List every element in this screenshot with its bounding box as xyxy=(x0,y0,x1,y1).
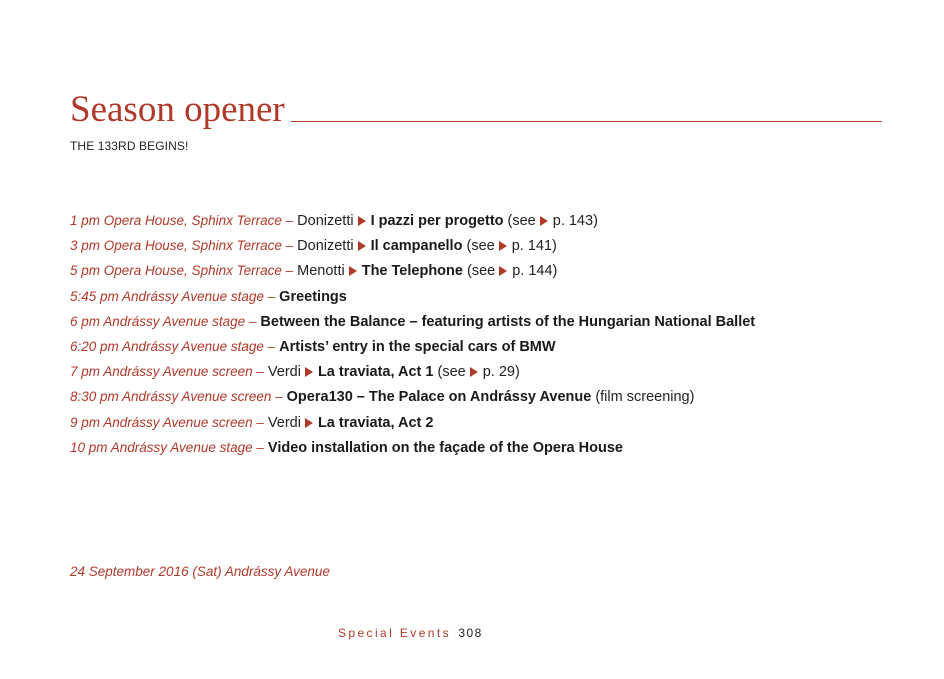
event-see-label: (see xyxy=(507,213,536,229)
event-item xyxy=(70,284,755,309)
page-number: 308 xyxy=(458,626,483,640)
triangle-right-icon xyxy=(499,266,507,276)
event-composer: Verdi xyxy=(267,364,301,381)
event-item xyxy=(70,233,755,258)
event-item xyxy=(70,410,755,435)
event-title: Video installation on the façade of the Opera House xyxy=(267,439,623,456)
triangle-right-icon xyxy=(540,216,548,226)
page-footer xyxy=(338,626,483,640)
event-item xyxy=(70,435,755,460)
event-extra-note: (film screening) xyxy=(595,389,695,406)
event-item xyxy=(70,334,755,359)
event-composer: Donizetti xyxy=(297,238,354,255)
event-composer: Donizetti xyxy=(297,213,354,229)
event-page-ref: p. 29) xyxy=(482,364,520,381)
event-composer: Verdi xyxy=(267,414,301,431)
event-time-location: 1 pm Opera House, Sphinx Terrace – xyxy=(70,213,294,228)
event-item xyxy=(70,384,755,409)
triangle-right-icon xyxy=(499,241,507,251)
event-title: La traviata, Act 1 xyxy=(317,364,434,381)
event-time-location: 9 pm Andrássy Avenue screen – xyxy=(70,414,264,430)
footer-section-name: Special Events xyxy=(338,626,451,640)
event-time-location: 7 pm Andrássy Avenue screen – xyxy=(70,364,264,380)
event-see-label: (see xyxy=(466,238,495,255)
event-title: Artists’ entry in the special cars of BMW xyxy=(279,338,556,355)
event-time-location: 8:30 pm Andrássy Avenue screen – xyxy=(70,389,283,405)
event-list xyxy=(70,208,755,460)
event-time-location: 3 pm Opera House, Sphinx Terrace – xyxy=(70,238,294,254)
event-item xyxy=(70,309,755,334)
event-page-ref: p. 144) xyxy=(512,263,558,280)
triangle-right-icon xyxy=(349,266,357,276)
event-item xyxy=(70,258,755,283)
event-time-location: 6:20 pm Andrássy Avenue stage – xyxy=(70,338,276,354)
event-page-ref: p. 143) xyxy=(552,213,598,229)
event-title: Il campanello xyxy=(370,238,463,255)
title-row xyxy=(70,90,882,130)
event-time-location: 5:45 pm Andrássy Avenue stage – xyxy=(70,288,276,304)
triangle-right-icon xyxy=(305,367,313,377)
triangle-right-icon xyxy=(358,241,366,251)
event-title: Between the Balance – featuring artists of the Hungarian National Ballet xyxy=(260,313,756,330)
event-time-location: 10 pm Andrássy Avenue stage – xyxy=(70,439,264,455)
title-rule xyxy=(291,121,882,122)
event-see-label: (see xyxy=(437,364,466,381)
event-page-ref: p. 141) xyxy=(511,238,557,255)
page-subtitle: THE 133RD BEGINS! xyxy=(70,139,189,153)
page-title: Season opener xyxy=(70,89,285,130)
event-time-location: 6 pm Andrássy Avenue stage – xyxy=(70,313,257,329)
triangle-right-icon xyxy=(305,418,313,428)
triangle-right-icon xyxy=(470,367,478,377)
event-date-location: 24 September 2016 (Sat) Andrássy Avenue xyxy=(70,564,330,579)
event-title: La traviata, Act 2 xyxy=(317,414,434,431)
event-title: Opera130 – The Palace on Andrássy Avenue xyxy=(286,389,592,406)
triangle-right-icon xyxy=(358,216,366,226)
event-composer: Menotti xyxy=(297,263,345,280)
event-title: I pazzi per progetto xyxy=(370,213,504,229)
event-title: The Telephone xyxy=(361,263,463,280)
event-item xyxy=(70,208,755,233)
event-see-label: (see xyxy=(467,263,496,280)
event-time-location: 5 pm Opera House, Sphinx Terrace – xyxy=(70,263,294,279)
event-item xyxy=(70,359,755,384)
event-title: Greetings xyxy=(279,288,347,305)
